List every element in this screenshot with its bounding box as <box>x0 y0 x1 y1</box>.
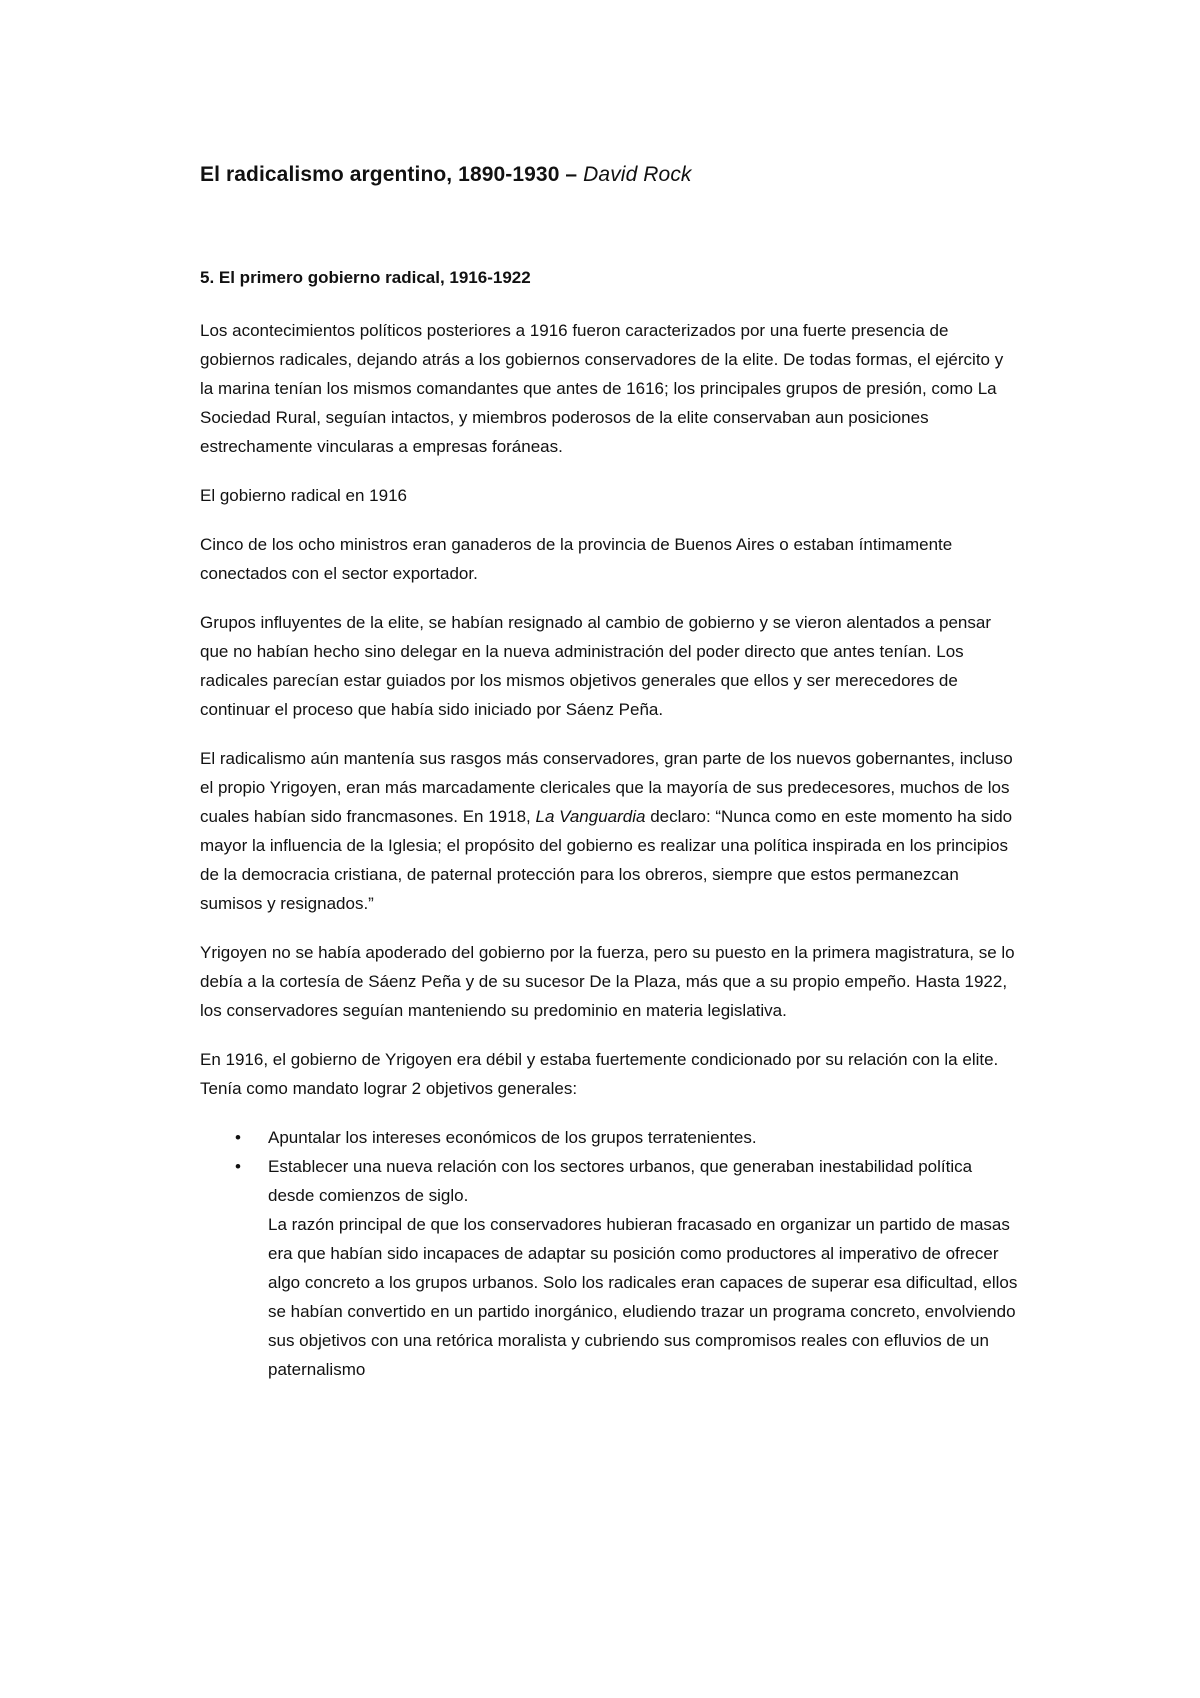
document-body <box>200 316 1020 1384</box>
paragraph-intro: Los acontecimientos políticos posteriores a 1916 fueron caracterizados por una fuerte presencia de gobiernos radicales, dejando atrás a los gobiernos conservadores de la elite. De todas formas, el ejército y la marina tenían los mismos comandantes que antes de 1616; los principales grupos de presión, como La Sociedad Rural, seguían intactos, y miembros poderosos de la elite conservaban aun posiciones estrechamente vincularas a empresas foráneas. <box>200 321 1004 456</box>
section-heading: 5. El primero gobierno radical, 1916-1922 <box>200 268 531 287</box>
paragraph-grupos-influyentes: Grupos influyentes de la elite, se habían resignado al cambio de gobierno y se vieron alentados a pensar que no habían hecho sino delegar en la nueva administración del poder directo que antes tenían. Los radicales parecían estar guiados por los mismos objetivos generales que ellos y ser merecedores de continuar el proceso que había sido iniciado por Sáenz Peña. <box>200 613 992 719</box>
paragraph-radicalismo-text-2: declaro: “Nunca como en este momento ha sido mayor la influencia de la Iglesia; el propósito del gobierno es realizar una política inspirada en los principios de la democracia cristiana, de paternal protección para los obreros, siempre que estos permanezcan sumisos y resignados.” <box>200 807 1013 913</box>
title-main: El radicalismo argentino, 1890-1930 <box>200 163 560 186</box>
objectives-list <box>200 1123 1020 1384</box>
title-separator: – <box>559 163 584 186</box>
list-item-text: Establecer una nueva relación con los sectores urbanos, que generaban inestabilidad política desde comienzos de siglo. <box>268 1157 973 1205</box>
paragraph-radicalismo-text-1: El radicalismo aún mantenía sus rasgos más conservadores, gran parte de los nuevos gobernantes, incluso el propio Yrigoyen, eran más marcadamente clericales que la mayoría de sus predecesores, muchos de los cuales habían sido francmasones. En 1918, <box>200 749 1013 826</box>
list-item-text: Apuntalar los intereses económicos de los grupos terratenientes. <box>268 1128 757 1147</box>
bullet-icon: • <box>235 1128 241 1147</box>
bullet-icon: • <box>235 1157 241 1176</box>
paragraph-objetivos-intro: En 1916, el gobierno de Yrigoyen era débil y estaba fuertemente condicionado por su relación con la elite. Tenía como mandato lograr 2 objetivos generales: <box>200 1050 999 1098</box>
paragraph-yrigoyen: Yrigoyen no se había apoderado del gobierno por la fuerza, pero su puesto en la primera magistratura, se lo debía a la cortesía de Sáenz Peña y de su sucesor De la Plaza, más que a su propio empeño. Hasta 1922, los conservadores seguían manteniendo su predominio en materia legislativa. <box>200 943 1015 1020</box>
list-item-continuation: La razón principal de que los conservadores hubieran fracasado en organizar un partido de masas era que habían sido incapaces de adaptar su posición como productores al imperativo de ofrecer algo concreto a los grupos urbanos. Solo los radicales eran capaces de superar esa dificultad, ellos se habían convertido en un partido inorgánico, eludiendo trazar un programa concreto, envolviendo sus objetivos con una retórica moralista y cubriendo sus compromisos reales con efluvios de un paternalismo <box>268 1215 1018 1379</box>
paragraph-ministros: Cinco de los ocho ministros eran ganaderos de la provincia de Buenos Aires o estaban íntimamente conectados con el sector exportador. <box>200 535 953 583</box>
document-title <box>200 163 692 187</box>
list-item <box>200 1152 1020 1384</box>
title-author: David Rock <box>583 163 692 186</box>
paragraph-radicalismo-conservador <box>200 744 1020 918</box>
document-page <box>200 0 1020 1698</box>
newspaper-name: La Vanguardia <box>535 807 646 826</box>
list-item <box>200 1123 1020 1152</box>
subheading-gobierno-radical: El gobierno radical en 1916 <box>200 486 407 505</box>
